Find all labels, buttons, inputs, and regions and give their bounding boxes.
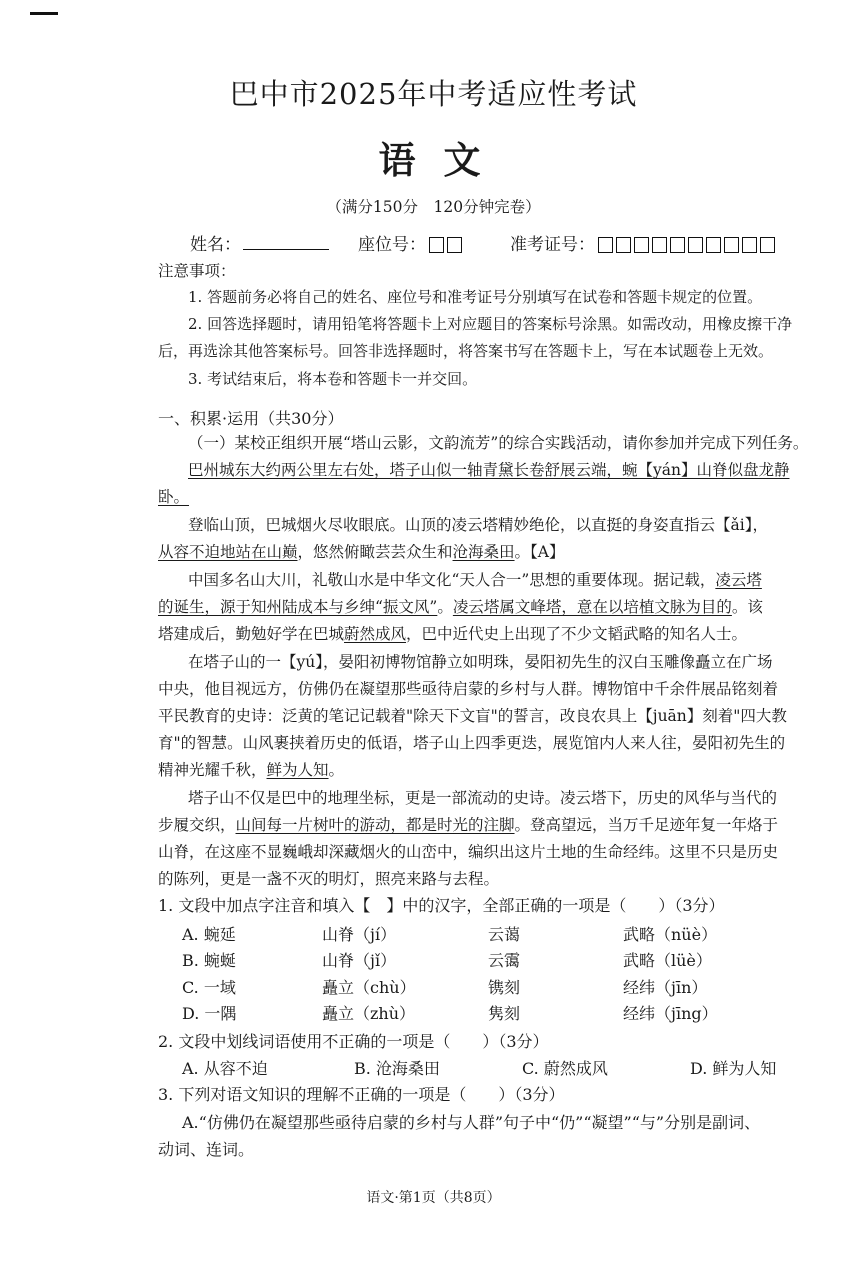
q1-option-c: 矗立（chù） bbox=[322, 978, 416, 997]
page-footer: 语文·第1页（共8页） bbox=[366, 1190, 501, 1206]
q2-option: B. 沧海桑田 bbox=[354, 1059, 440, 1078]
notice-item: 2. 回答选择题时，请用铅笔将答题卡上对应题目的答案标号涂黑。如需改动，用橡皮擦干净 bbox=[188, 315, 793, 333]
passage-line: 育"的智慧。山风裹挟着历史的低语，塔子山上四季更迭，展览馆内人来人往，晏阳初先生的 bbox=[158, 734, 786, 752]
q1-option-a: A. 蜿延 bbox=[182, 925, 236, 944]
passage-line: 卧。 bbox=[158, 488, 190, 506]
name-label: 姓名： bbox=[190, 235, 241, 255]
q1-option-c: 镌刻 bbox=[488, 978, 521, 997]
exam-title: 巴中市2025年中考适应性考试 bbox=[229, 77, 638, 111]
passage-line: 山脊，在这座不显巍峨却深藏烟火的山峦中，编织出这片土地的生命经纬。这里不只是历史 bbox=[158, 843, 779, 861]
q3-option-a: A.“仿佛仍在凝望那些亟待启蒙的乡村与人群”句子中“仍”“凝望”“与”分别是副词、 bbox=[182, 1113, 761, 1132]
underlined-phrase: 的诞生，源于知州陆成本与乡绅“振文风” bbox=[158, 598, 438, 616]
exam-number-field bbox=[510, 230, 778, 258]
passage-line: 的诞生，源于知州陆成本与乡绅“振文风”。凌云塔属文峰塔，意在以培植文脉为目的。该 bbox=[158, 598, 763, 616]
q1-option-b: 云霭 bbox=[488, 951, 521, 970]
underlined-phrase: 从容不迫地站在山巅 bbox=[158, 543, 298, 561]
passage-line: 在塔子山的一【yú】，晏阳初博物馆静立如明珠，晏阳初先生的汉白玉雕像矗立在广场 bbox=[188, 653, 773, 671]
score-info: （满分150分 120分钟完卷） bbox=[326, 198, 541, 216]
q2-option: C. 蔚然成风 bbox=[522, 1059, 608, 1078]
passage-line: 步履交织，山间每一片树叶的游动，都是时光的注脚。登高望远，当万千足迹年复一年烙于 bbox=[158, 816, 779, 834]
section-title: 一、积累·运用（共30分） bbox=[158, 409, 344, 428]
passage-line: 巴州城东大约两公里左右处，塔子山似一轴青黛长卷舒展云端，蜿【yán】山脊似盘龙静 bbox=[188, 461, 790, 479]
exam-number-boxes[interactable] bbox=[598, 237, 778, 258]
passage-line: 塔建成后，勤勉好学在巴城蔚然成风，巴中近代史上出现了不少文韬武略的知名人士。 bbox=[158, 625, 748, 643]
q1-option-a: 山脊（jí） bbox=[322, 925, 397, 944]
passage-line: 中央，他目视远方，仿佛仍在凝望那些亟待启蒙的乡村与人群。博物馆中千余件展品铭刻着 bbox=[158, 680, 779, 698]
notice-title: 注意事项： bbox=[158, 262, 236, 280]
question-1: 1. 文段中加点字注音和填入【 】中的汉字，全部正确的一项是（ ）（3分） bbox=[158, 896, 725, 915]
name-blank[interactable] bbox=[243, 235, 329, 250]
seat-field bbox=[358, 230, 465, 258]
q1-option-d: D. 一隅 bbox=[182, 1004, 237, 1023]
section-intro: （一）某校正组织开展“塔山云影，文韵流芳”的综合实践活动，请你参加并完成下列任务。 bbox=[188, 434, 809, 452]
q1-option-b: 武略（lüè） bbox=[623, 951, 712, 970]
q1-option-d: 隽刻 bbox=[488, 1004, 521, 1023]
notice-item: 3. 考试结束后，将本卷和答题卡一并交回。 bbox=[188, 370, 478, 388]
q1-option-d: 经纬（jīng） bbox=[623, 1004, 718, 1023]
notice-item: 1. 答题前务必将自己的姓名、座位号和准考证号分别填写在试卷和答题卡规定的位置。 bbox=[188, 288, 763, 306]
underlined-phrase: 沧海桑田 bbox=[452, 543, 515, 561]
underlined-phrase: 山间每一片树叶的游动，都是时光的注脚 bbox=[235, 816, 515, 834]
passage-line: 的陈列，更是一盏不灭的明灯，照亮来路与去程。 bbox=[158, 870, 500, 888]
q1-option-b: B. 蜿蜒 bbox=[182, 951, 236, 970]
q1-option-a: 武略（nüè） bbox=[623, 925, 718, 944]
passage-line: 中国多名山大川，礼敬山水是中华文化“天人合一”思想的重要体现。据记载，凌云塔 bbox=[188, 571, 762, 589]
name-field bbox=[190, 230, 329, 255]
underlined-phrase: 蔚然成风 bbox=[344, 625, 407, 643]
passage-line: 登临山顶，巴城烟火尽收眼底。山顶的凌云塔精妙绝伦，以直挺的身姿直指云【ǎi】， bbox=[188, 516, 768, 534]
underlined-phrase: 凌云塔属文峰塔，意在以培植文脉为目的 bbox=[452, 598, 732, 616]
passage-line: 从容不迫地站在山巅，悠然俯瞰芸芸众生和沧海桑田。【A】 bbox=[158, 543, 565, 561]
seat-label: 座位号： bbox=[358, 235, 426, 255]
question-3: 3. 下列对语文知识的理解不正确的一项是（ ）（3分） bbox=[158, 1085, 565, 1104]
q1-option-c: C. 一域 bbox=[182, 978, 236, 997]
q1-option-d: 矗立（zhù） bbox=[322, 1004, 416, 1023]
q1-option-c: 经纬（jīn） bbox=[623, 978, 708, 997]
passage-line: 平民教育的史诗：泛黄的笔记记载着"除天下文盲"的誓言，改良农具上【juān】刻着"四大教 bbox=[158, 707, 787, 725]
underlined-phrase: 凌云塔 bbox=[715, 571, 762, 589]
q1-option-a: 云蔼 bbox=[488, 925, 521, 944]
notice-item: 后，再选涂其他答案标号。回答非选择题时，将答案书写在答题卡上，写在本试题卷上无效。 bbox=[158, 342, 774, 360]
q3-option-a: 动词、连词。 bbox=[158, 1140, 255, 1159]
passage-line: 精神光耀千秋，鲜为人知。 bbox=[158, 761, 345, 779]
q2-option: A. 从容不迫 bbox=[182, 1059, 268, 1078]
corner-mark bbox=[30, 12, 58, 15]
underlined-phrase: 鲜为人知 bbox=[266, 761, 329, 779]
question-2: 2. 文段中划线词语使用不正确的一项是（ ）（3分） bbox=[158, 1032, 549, 1051]
subject-title: 语文 bbox=[378, 138, 509, 182]
exam-number-label: 准考证号： bbox=[510, 235, 595, 255]
seat-boxes[interactable] bbox=[429, 237, 465, 258]
q1-option-b: 山脊（jǐ） bbox=[322, 951, 397, 970]
q2-option: D. 鲜为人知 bbox=[690, 1059, 777, 1078]
passage-line: 塔子山不仅是巴中的地理坐标，更是一部流动的史诗。凌云塔下，历史的风华与当代的 bbox=[188, 789, 778, 807]
